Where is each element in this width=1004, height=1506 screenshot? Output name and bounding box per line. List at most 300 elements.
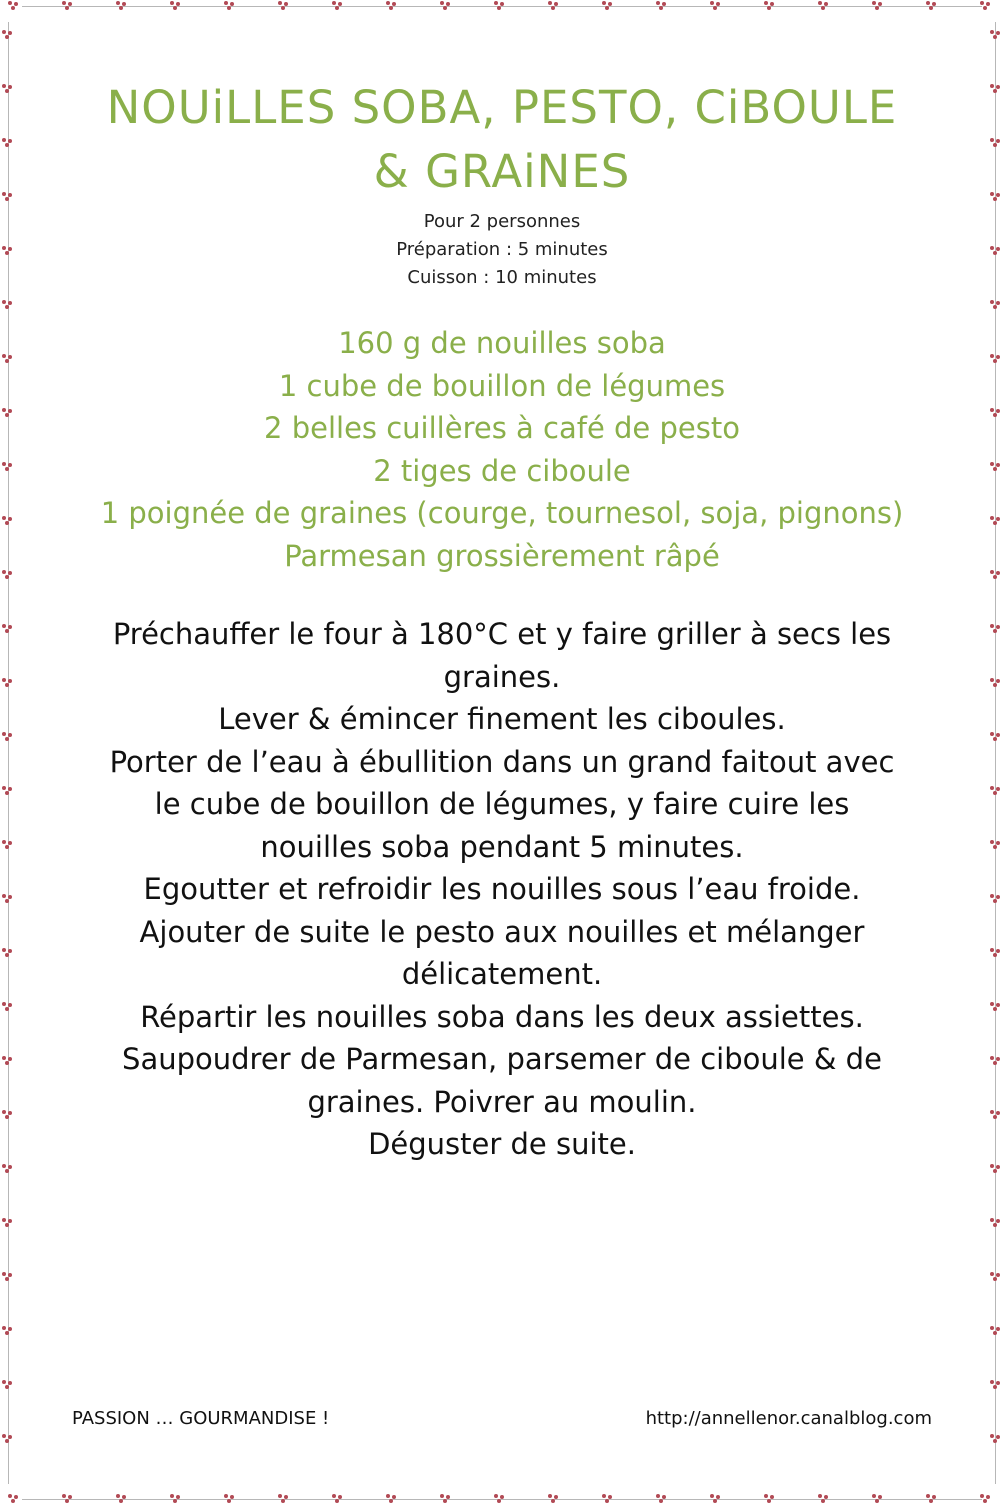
border-dot bbox=[2, 300, 6, 304]
border-dot-cluster bbox=[990, 1164, 1002, 1174]
border-dot bbox=[62, 1, 66, 5]
border-dot bbox=[932, 2, 936, 6]
border-dot bbox=[875, 6, 879, 10]
border-dot bbox=[278, 1494, 282, 1498]
border-dot bbox=[872, 1, 876, 5]
border-dot bbox=[716, 2, 720, 6]
instruction-line: le cube de bouillon de légumes, y faire cuire les bbox=[154, 787, 850, 821]
border-dot bbox=[980, 1, 984, 5]
border-dot bbox=[2, 30, 6, 34]
border-dot bbox=[8, 85, 12, 89]
border-dot bbox=[5, 89, 9, 93]
border-dot bbox=[173, 6, 177, 10]
border-dot bbox=[8, 1494, 12, 1498]
border-dot bbox=[878, 2, 882, 6]
border-dot-cluster bbox=[990, 1218, 1002, 1228]
border-dot bbox=[5, 629, 9, 633]
border-dot bbox=[996, 625, 1000, 629]
border-dot bbox=[176, 1495, 180, 1499]
instructions bbox=[60, 613, 944, 1166]
border-dot bbox=[996, 1003, 1000, 1007]
border-dot bbox=[338, 2, 342, 6]
border-dot bbox=[68, 2, 72, 6]
border-dot bbox=[602, 1, 606, 5]
border-dot bbox=[332, 1, 336, 5]
border-dot bbox=[996, 787, 1000, 791]
border-dot bbox=[996, 409, 1000, 413]
border-dot bbox=[497, 6, 501, 10]
border-dot bbox=[993, 1115, 997, 1119]
border-dot bbox=[281, 6, 285, 10]
border-dot bbox=[8, 193, 12, 197]
border-dot-cluster bbox=[926, 1, 938, 11]
border-dot bbox=[5, 953, 9, 957]
border-dot bbox=[8, 841, 12, 845]
border-dot bbox=[2, 192, 6, 196]
border-dot-cluster bbox=[990, 678, 1002, 688]
border-dot bbox=[2, 570, 6, 574]
border-dot-cluster bbox=[2, 732, 14, 742]
border-dot bbox=[2, 840, 6, 844]
ingredient-item: 2 belles cuillères à café de pesto bbox=[264, 411, 740, 445]
footer-tagline: PASSION … GOURMANDISE ! bbox=[72, 1408, 330, 1429]
border-dot bbox=[170, 1494, 174, 1498]
border-dot bbox=[332, 1494, 336, 1498]
border-dot bbox=[770, 1495, 774, 1499]
border-dot bbox=[990, 138, 994, 142]
border-dot bbox=[878, 1495, 882, 1499]
border-dot bbox=[5, 35, 9, 39]
border-dot bbox=[821, 1499, 825, 1503]
border-dot bbox=[8, 949, 12, 953]
instruction-line: Déguster de suite. bbox=[368, 1127, 636, 1161]
border-dot bbox=[227, 1499, 231, 1503]
border-dot-cluster bbox=[990, 1272, 1002, 1282]
border-dot-cluster bbox=[2, 1380, 14, 1390]
border-dot bbox=[176, 2, 180, 6]
border-dot-cluster bbox=[990, 30, 1002, 40]
border-dot-cluster bbox=[2, 624, 14, 634]
border-dot bbox=[335, 1499, 339, 1503]
border-dot bbox=[993, 359, 997, 363]
border-dot bbox=[996, 1381, 1000, 1385]
border-dot bbox=[440, 1, 444, 5]
border-dot bbox=[996, 139, 1000, 143]
border-dot bbox=[2, 624, 6, 628]
border-dot-cluster bbox=[2, 1164, 14, 1174]
border-dot bbox=[659, 1499, 663, 1503]
border-dot bbox=[996, 895, 1000, 899]
ingredient-item: 1 cube de bouillon de légumes bbox=[278, 368, 726, 403]
border-dot bbox=[993, 683, 997, 687]
border-dot-cluster bbox=[2, 84, 14, 94]
border-dot bbox=[8, 1381, 12, 1385]
border-dot bbox=[990, 30, 994, 34]
instruction-line: Ajouter de suite le pesto aux nouilles et mélanger bbox=[139, 914, 865, 949]
border-dot-cluster bbox=[2, 786, 14, 796]
border-dot bbox=[767, 6, 771, 10]
border-dot bbox=[605, 1499, 609, 1503]
border-dot bbox=[993, 737, 997, 741]
border-dot bbox=[993, 1223, 997, 1227]
border-dot-cluster bbox=[990, 1002, 1002, 1012]
border-dot-cluster bbox=[990, 948, 1002, 958]
border-dot bbox=[993, 197, 997, 201]
border-dot bbox=[224, 1494, 228, 1498]
border-dot-cluster bbox=[62, 1, 74, 11]
border-dot bbox=[2, 246, 6, 250]
border-dot bbox=[872, 1494, 876, 1498]
instruction-line: Lever & émincer finement les ciboules. bbox=[218, 702, 786, 736]
border-dot-cluster bbox=[764, 1494, 776, 1504]
border-dot bbox=[278, 1, 282, 5]
border-dot bbox=[996, 1165, 1000, 1169]
border-dot bbox=[990, 1002, 994, 1006]
border-dot-cluster bbox=[332, 1494, 344, 1504]
border-dot bbox=[926, 1, 930, 5]
border-dot bbox=[993, 1331, 997, 1335]
border-dot-cluster bbox=[548, 1, 560, 11]
border-dot-cluster bbox=[386, 1, 398, 11]
cooking-time: Cuisson : 10 minutes bbox=[407, 267, 597, 288]
border-dot bbox=[713, 1499, 717, 1503]
border-dot bbox=[8, 1111, 12, 1115]
border-dot bbox=[990, 1326, 994, 1330]
border-dot-cluster bbox=[2, 894, 14, 904]
border-dot-cluster bbox=[710, 1, 722, 11]
border-dot bbox=[993, 899, 997, 903]
border-dot bbox=[932, 1495, 936, 1499]
border-dot bbox=[993, 1061, 997, 1065]
border-dot bbox=[716, 1495, 720, 1499]
servings: Pour 2 personnes bbox=[423, 211, 581, 232]
border-dot bbox=[990, 192, 994, 196]
border-dot bbox=[993, 791, 997, 795]
border-dot bbox=[2, 462, 6, 466]
border-dot bbox=[990, 462, 994, 466]
border-dot-cluster bbox=[278, 1, 290, 11]
border-dot bbox=[993, 521, 997, 525]
border-dot bbox=[608, 1495, 612, 1499]
border-dot bbox=[5, 737, 9, 741]
border-dot bbox=[662, 2, 666, 6]
border-dot bbox=[929, 6, 933, 10]
border-dot bbox=[170, 1, 174, 5]
border-dot bbox=[14, 2, 18, 6]
border-dot bbox=[996, 949, 1000, 953]
border-dot bbox=[2, 1272, 6, 1276]
border-dot-cluster bbox=[386, 1494, 398, 1504]
border-dot bbox=[986, 2, 990, 6]
border-dot bbox=[335, 6, 339, 10]
border-dot bbox=[996, 301, 1000, 305]
border-dot bbox=[5, 1385, 9, 1389]
border-dot bbox=[8, 1057, 12, 1061]
border-dot bbox=[710, 1494, 714, 1498]
ingredient-item: 160 g de nouilles soba bbox=[338, 326, 666, 360]
border-dot-cluster bbox=[990, 1380, 1002, 1390]
border-dot bbox=[8, 409, 12, 413]
border-dot bbox=[2, 732, 6, 736]
border-dot bbox=[14, 1495, 18, 1499]
border-dot-cluster bbox=[2, 408, 14, 418]
border-dot bbox=[446, 2, 450, 6]
border-dot-cluster bbox=[990, 408, 1002, 418]
border-dot bbox=[5, 143, 9, 147]
border-dot bbox=[5, 683, 9, 687]
border-dot-cluster bbox=[2, 570, 14, 580]
border-dot-cluster bbox=[440, 1494, 452, 1504]
border-dot bbox=[11, 1499, 15, 1503]
border-dot-cluster bbox=[2, 30, 14, 40]
border-dot bbox=[990, 1056, 994, 1060]
border-dot bbox=[5, 1169, 9, 1173]
border-dot bbox=[993, 845, 997, 849]
border-dot bbox=[996, 679, 1000, 683]
border-dot-cluster bbox=[2, 192, 14, 202]
border-dot-cluster bbox=[8, 1, 20, 11]
border-dot bbox=[8, 733, 12, 737]
border-dot bbox=[990, 516, 994, 520]
border-dot bbox=[8, 1327, 12, 1331]
instruction-line: nouilles soba pendant 5 minutes. bbox=[260, 829, 744, 864]
border-dot bbox=[497, 1499, 501, 1503]
border-dot bbox=[443, 6, 447, 10]
border-dot-cluster bbox=[990, 570, 1002, 580]
border-dot bbox=[5, 467, 9, 471]
border-dot bbox=[990, 1164, 994, 1168]
border-dot bbox=[8, 1, 12, 5]
border-dot bbox=[5, 1439, 9, 1443]
border-dot bbox=[8, 517, 12, 521]
border-dot bbox=[990, 1110, 994, 1114]
border-dot bbox=[68, 1495, 72, 1499]
border-dot bbox=[224, 1, 228, 5]
footer-blog-url: http://annellenor.canalblog.com bbox=[645, 1408, 932, 1429]
border-dot bbox=[548, 1, 552, 5]
border-dot-cluster bbox=[116, 1, 128, 11]
border-dot bbox=[500, 2, 504, 6]
border-dot bbox=[993, 251, 997, 255]
border-dot bbox=[990, 840, 994, 844]
recipe-meta bbox=[60, 208, 944, 292]
border-dot bbox=[5, 1277, 9, 1281]
border-dot bbox=[446, 1495, 450, 1499]
border-dot bbox=[227, 6, 231, 10]
border-dot bbox=[5, 1061, 9, 1065]
border-dot-cluster bbox=[990, 462, 1002, 472]
ingredient-item: Parmesan grossièrement râpé bbox=[284, 538, 720, 573]
border-dot bbox=[926, 1494, 930, 1498]
border-right-line bbox=[995, 22, 996, 1484]
border-dot bbox=[2, 516, 6, 520]
border-dot-cluster bbox=[224, 1, 236, 11]
border-dot bbox=[990, 408, 994, 412]
border-dot bbox=[990, 1218, 994, 1222]
border-dot bbox=[2, 1218, 6, 1222]
border-dot-cluster bbox=[980, 1, 992, 11]
border-dot bbox=[8, 139, 12, 143]
border-dot-cluster bbox=[818, 1, 830, 11]
border-dot bbox=[8, 1165, 12, 1169]
border-dot bbox=[173, 1499, 177, 1503]
border-dot-cluster bbox=[990, 516, 1002, 526]
border-dot bbox=[8, 1219, 12, 1223]
border-dot-cluster bbox=[62, 1494, 74, 1504]
border-dot bbox=[818, 1, 822, 5]
border-dot bbox=[8, 1435, 12, 1439]
border-dot bbox=[990, 246, 994, 250]
border-dot bbox=[65, 6, 69, 10]
border-dot-cluster bbox=[2, 354, 14, 364]
border-dot bbox=[5, 575, 9, 579]
border-dot bbox=[986, 1495, 990, 1499]
border-dot bbox=[116, 1494, 120, 1498]
border-dot-cluster bbox=[990, 1326, 1002, 1336]
border-dot bbox=[392, 1495, 396, 1499]
border-dot-cluster bbox=[2, 1326, 14, 1336]
border-dot bbox=[764, 1494, 768, 1498]
instruction-line: graines. bbox=[443, 659, 561, 694]
border-dot bbox=[656, 1494, 660, 1498]
border-dot bbox=[990, 624, 994, 628]
border-dot bbox=[990, 300, 994, 304]
border-dot bbox=[996, 1327, 1000, 1331]
border-dot bbox=[500, 1495, 504, 1499]
border-dot bbox=[548, 1494, 552, 1498]
border-dot bbox=[824, 1495, 828, 1499]
border-dot bbox=[2, 1056, 6, 1060]
border-dot bbox=[230, 1495, 234, 1499]
border-dot-cluster bbox=[2, 300, 14, 310]
border-dot-cluster bbox=[818, 1494, 830, 1504]
border-dot-cluster bbox=[278, 1494, 290, 1504]
border-dot bbox=[713, 6, 717, 10]
border-dot bbox=[389, 1499, 393, 1503]
border-dot-cluster bbox=[8, 1494, 20, 1504]
border-dot bbox=[2, 678, 6, 682]
border-dot bbox=[281, 1499, 285, 1503]
border-dot-cluster bbox=[170, 1, 182, 11]
border-dot-cluster bbox=[224, 1494, 236, 1504]
border-dot bbox=[551, 1499, 555, 1503]
border-dot bbox=[990, 732, 994, 736]
border-dot bbox=[821, 6, 825, 10]
border-dot bbox=[990, 1272, 994, 1276]
border-dot bbox=[5, 845, 9, 849]
border-dot bbox=[2, 1326, 6, 1330]
ingredient-item: 1 poignée de graines (courge, tournesol, soja, pignons) bbox=[100, 496, 904, 530]
border-dot bbox=[983, 6, 987, 10]
border-dot bbox=[230, 2, 234, 6]
border-dot bbox=[2, 894, 6, 898]
border-dot-cluster bbox=[990, 138, 1002, 148]
border-dot-cluster bbox=[990, 732, 1002, 742]
border-dot-cluster bbox=[2, 948, 14, 958]
border-dot bbox=[5, 1115, 9, 1119]
border-dot bbox=[2, 354, 6, 358]
border-dot bbox=[2, 1110, 6, 1114]
border-dot bbox=[5, 899, 9, 903]
border-dot-cluster bbox=[990, 300, 1002, 310]
border-dot bbox=[996, 463, 1000, 467]
instruction-line: délicatement. bbox=[401, 957, 603, 991]
border-dot bbox=[284, 1495, 288, 1499]
border-dot bbox=[996, 1057, 1000, 1061]
border-dot bbox=[65, 1499, 69, 1503]
border-dot bbox=[996, 31, 1000, 35]
border-dot bbox=[8, 355, 12, 359]
border-dot bbox=[8, 463, 12, 467]
border-dot-cluster bbox=[990, 354, 1002, 364]
border-dot-cluster bbox=[990, 840, 1002, 850]
border-dot bbox=[767, 1499, 771, 1503]
border-dot bbox=[770, 2, 774, 6]
border-dot-cluster bbox=[116, 1494, 128, 1504]
border-dot-cluster bbox=[602, 1, 614, 11]
ingredient-item: 2 tiges de ciboule bbox=[373, 453, 631, 488]
border-dot bbox=[440, 1494, 444, 1498]
border-dot bbox=[386, 1, 390, 5]
border-dot bbox=[656, 1, 660, 5]
border-dot bbox=[996, 85, 1000, 89]
border-dot bbox=[993, 89, 997, 93]
recipe-card bbox=[60, 76, 944, 1166]
border-dot bbox=[119, 1499, 123, 1503]
border-dot-cluster bbox=[2, 246, 14, 256]
border-dot bbox=[993, 953, 997, 957]
border-dot-cluster bbox=[494, 1, 506, 11]
border-dot bbox=[993, 35, 997, 39]
border-dot bbox=[8, 625, 12, 629]
border-dot-cluster bbox=[2, 678, 14, 688]
border-dot bbox=[2, 1002, 6, 1006]
border-dot-cluster bbox=[602, 1494, 614, 1504]
border-dot-cluster bbox=[656, 1494, 668, 1504]
border-dot bbox=[993, 1385, 997, 1389]
border-dot bbox=[11, 6, 15, 10]
border-dot bbox=[996, 1219, 1000, 1223]
ingredient-list bbox=[60, 322, 944, 577]
border-dot bbox=[8, 787, 12, 791]
border-dot bbox=[386, 1494, 390, 1498]
border-dot bbox=[710, 1, 714, 5]
border-dot bbox=[605, 6, 609, 10]
border-dot-cluster bbox=[764, 1, 776, 11]
border-dot bbox=[338, 1495, 342, 1499]
border-dot bbox=[5, 413, 9, 417]
border-dot bbox=[996, 1111, 1000, 1115]
border-dot bbox=[996, 571, 1000, 575]
border-dot bbox=[993, 575, 997, 579]
border-dot bbox=[119, 6, 123, 10]
border-dot bbox=[5, 791, 9, 795]
border-dot bbox=[824, 2, 828, 6]
border-dot-cluster bbox=[872, 1, 884, 11]
border-dot bbox=[8, 1003, 12, 1007]
border-left-line bbox=[8, 22, 9, 1484]
border-dot bbox=[554, 2, 558, 6]
border-dot-cluster bbox=[332, 1, 344, 11]
border-dot bbox=[494, 1, 498, 5]
border-dot-cluster bbox=[440, 1, 452, 11]
instruction-line: Saupoudrer de Parmesan, parsemer de ciboule & de bbox=[122, 1042, 882, 1076]
border-dot-cluster bbox=[990, 246, 1002, 256]
border-dot-cluster bbox=[2, 840, 14, 850]
border-dot bbox=[993, 143, 997, 147]
border-dot-cluster bbox=[2, 516, 14, 526]
border-dot bbox=[5, 1331, 9, 1335]
